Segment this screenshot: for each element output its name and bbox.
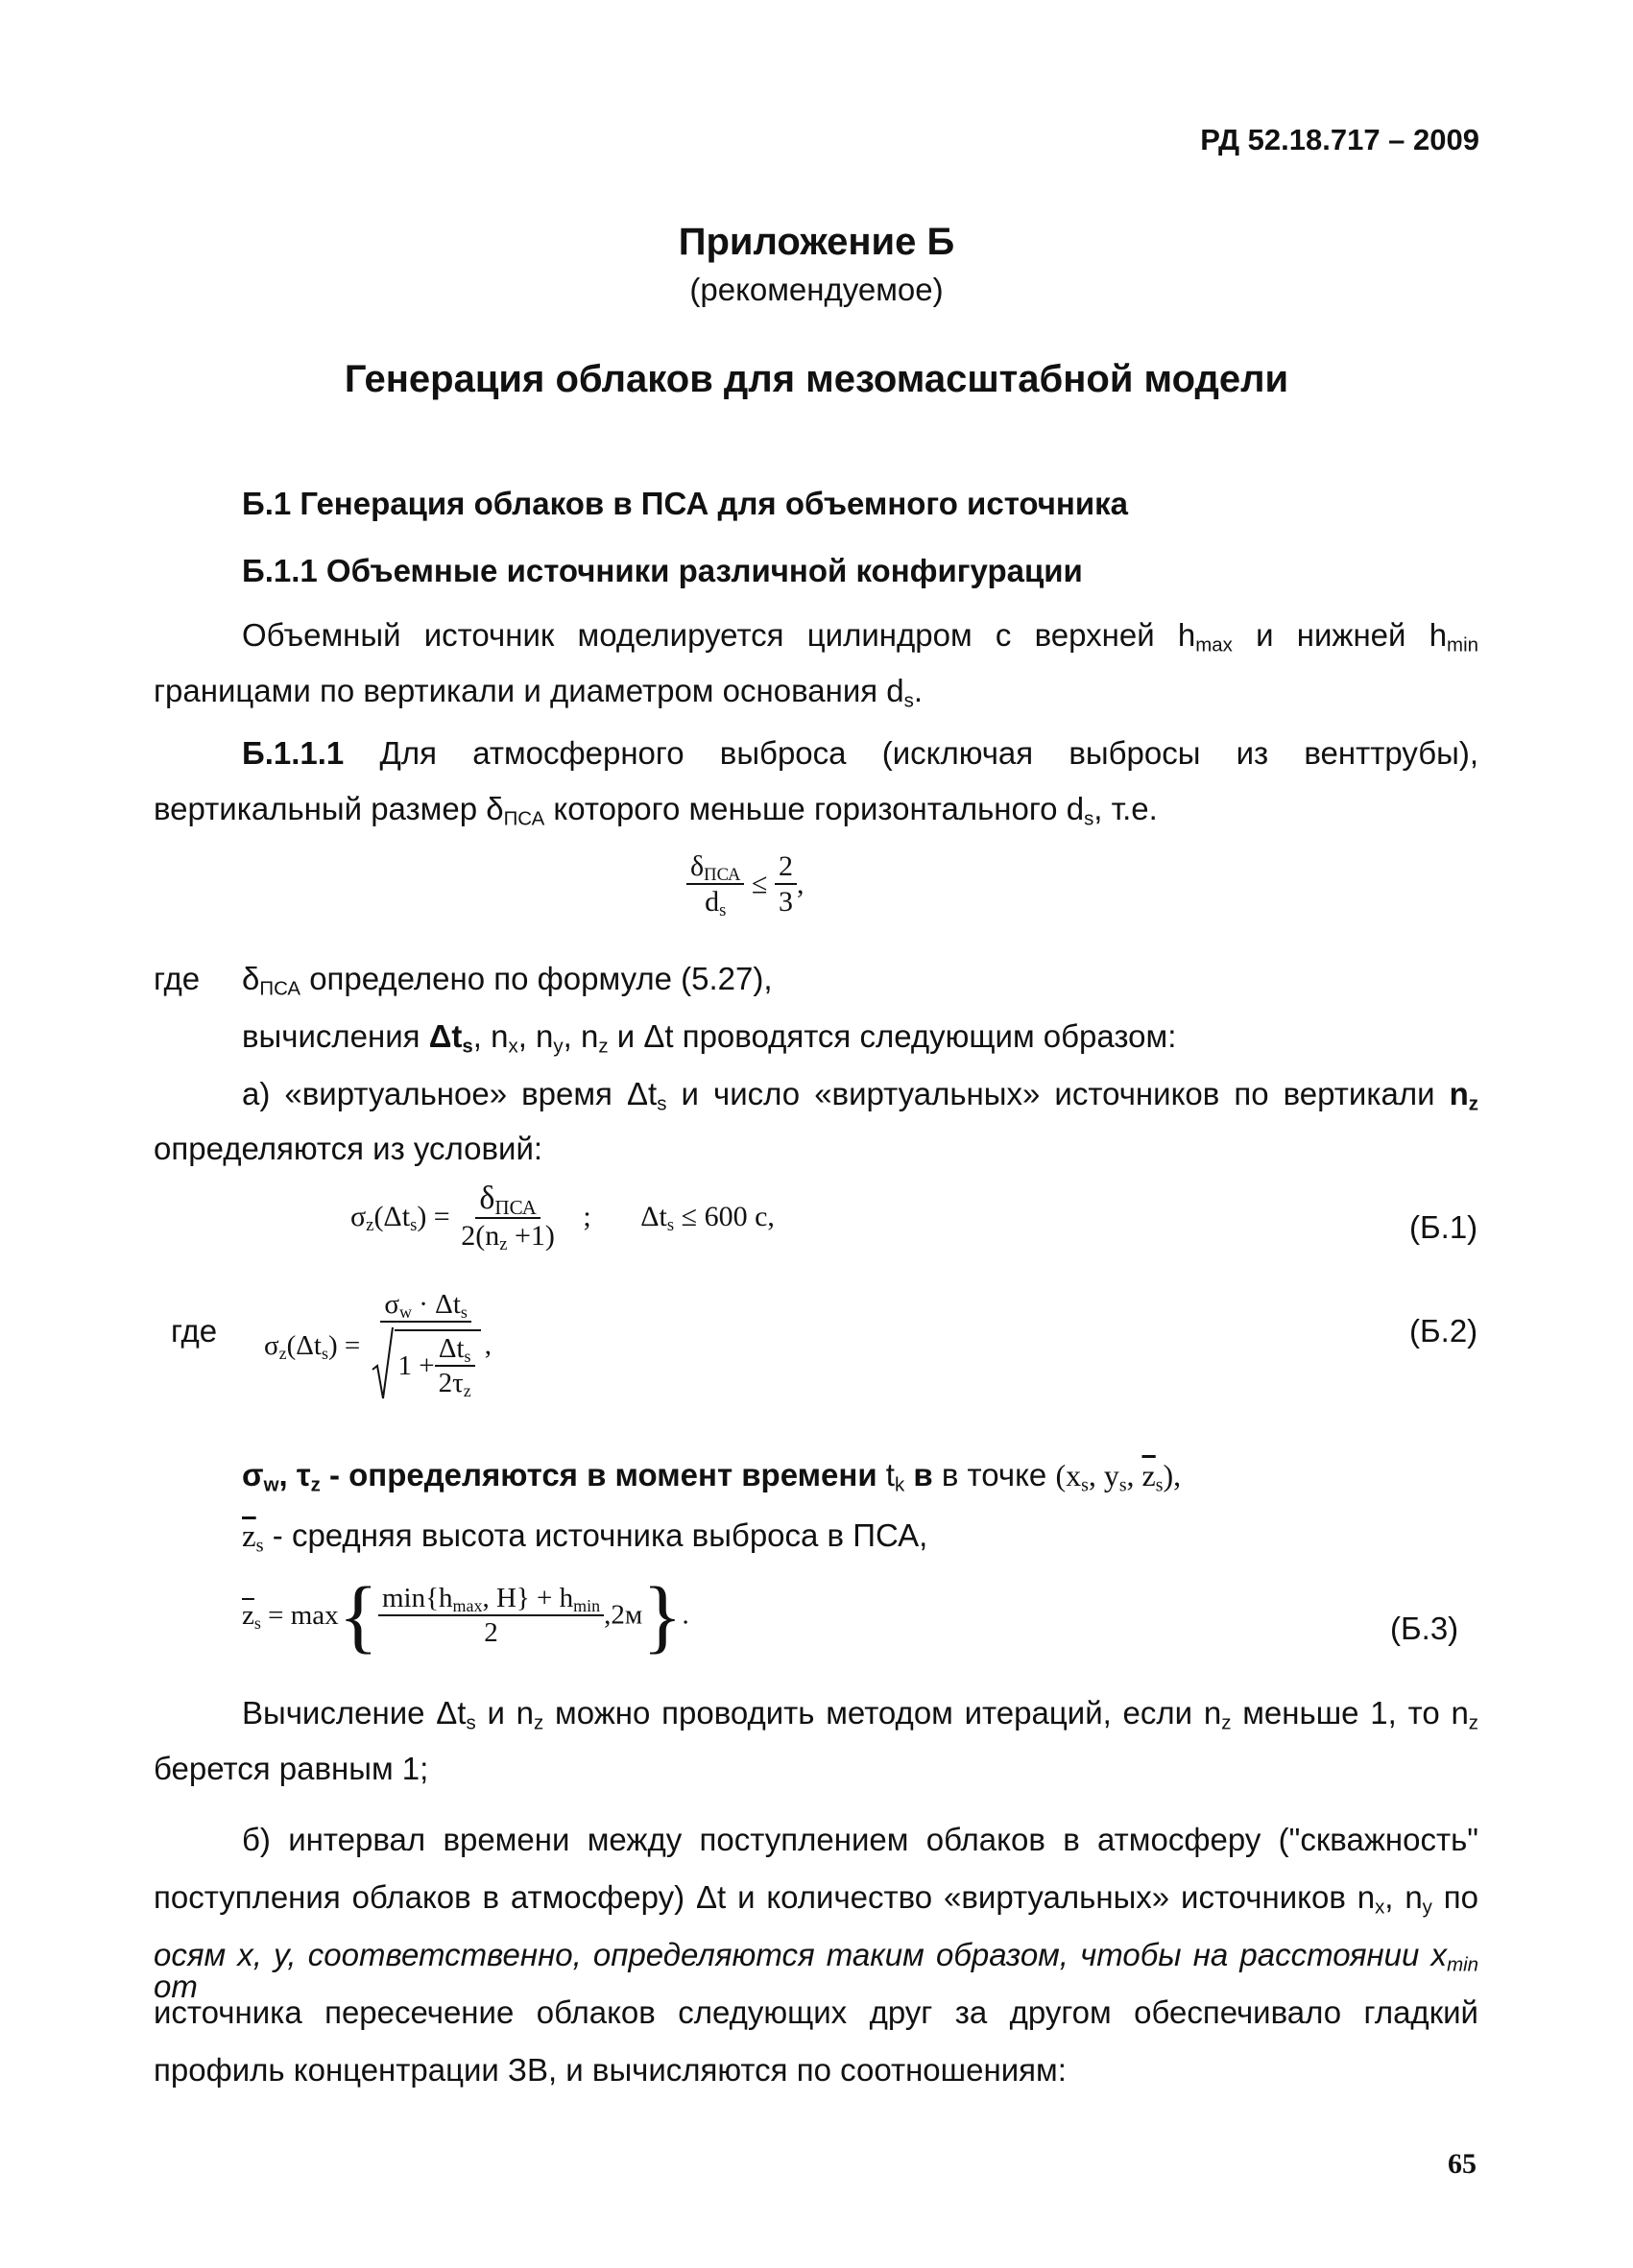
appendix-heading: Генерация облаков для мезомасштабной модели <box>344 358 1289 400</box>
paragraph-delta-definition: $\delta_{ПСА}$ определено по формуле (5.27), <box>242 961 773 1000</box>
section-heading-b11: Б.1.1 Объемные источники различной конфигурации <box>242 553 1083 588</box>
appendix-title: Приложение Б <box>678 221 955 263</box>
appendix-subtitle: (рекомендуемое) <box>689 272 944 307</box>
paragraph-iteration-line1: Вычисление $\Delta t_s$ и $n_z$ можно проводить методом итераций, если $n_z$ меньше 1, то $n_z$ <box>242 1695 1479 1734</box>
equation-number-b3: (Б.3) <box>1390 1611 1459 1646</box>
paragraph-virtual-time-line2: определяются из условий: <box>154 1131 543 1166</box>
where-label-2: где <box>171 1313 218 1349</box>
paragraph-interval-line1: б) интервал времени между поступлением облаков в атмосферу ("скважность" <box>242 1822 1478 1857</box>
where-label-1: где <box>154 961 201 996</box>
paragraph-interval-line5: профиль концентрации ЗВ, и вычисляются по соотношениям: <box>154 2052 1067 2088</box>
paragraph-volume-source-line1: Объемный источник моделируется цилиндром с верхней $h_{max}$ и нижней $h_{min}$ <box>242 617 1478 657</box>
paragraph-b111-line1: Б.1.1.1 Для атмосферного выброса (исключая выбросы из венттрубы), <box>242 735 1478 771</box>
equation-number-b2: (Б.2) <box>1409 1313 1478 1349</box>
inequality-formula: $\frac{\delta_{ПСА}}{d_s}$ ≤ $\frac{2}{3}$ , <box>686 852 804 917</box>
paragraph-interval-line2: поступления облаков в атмосферу) Δt и количество «виртуальных» источников $n_x$, $n_y$ по <box>154 1879 1478 1919</box>
paragraph-volume-source-line2: границами по вертикали и диаметром основания $d_s$. <box>154 673 924 712</box>
paragraph-interval-line3: осям х, у, соответственно, определяются таким образом, чтобы на расстоянии $x_{min}$ от <box>154 1937 1478 2004</box>
paragraph-computations: вычисления $\Delta t_s$, $n_x$, $n_y$, $n_z$ и Δt проводятся следующим образом: <box>242 1018 1177 1058</box>
equation-number-b1: (Б.1) <box>1409 1209 1478 1245</box>
equation-b3: $\overline{z}_s = \max${ $\frac{\min\{h_{max}, H\} + h_{min}}{2}$ ,2м}. <box>242 1569 689 1661</box>
paragraph-sigma-tau: $\sigma_w$, $\tau_z$ - определяются в момент времени $t_k$ в в точке ($x_s$, $y_s$, $\overline{z}_s$), <box>242 1457 1182 1496</box>
paragraph-virtual-time-line1: а) «виртуальное» время $\Delta t_s$ и число «виртуальных» источников по вертикали $n_z$ <box>242 1076 1478 1115</box>
paragraph-b111-line2: вертикальный размер $\delta_{ПСА}$ которого меньше горизонтального $d_s$, т.е. <box>154 791 1158 830</box>
equation-b1: $\sigma_z(\Delta t_s)$ = $\frac{\delta_{ПСА}}{2(n_z +1)}$ ; $\Delta t_s \le 600$ с, <box>350 1181 775 1255</box>
paragraph-interval-line4: источника пересечение облаков следующих друг за другом обеспечивало гладкий <box>154 1994 1478 2030</box>
paragraph-mean-height: $\overline{z}_s$ - средняя высота источника выброса в ПСА, <box>242 1517 928 1557</box>
equation-b2: $\sigma_z(\Delta t_s)$ = $\sigma_w \cdot \Delta t_s$ 1 + $\frac{\Delta t_s}{2\tau_z}$ , <box>264 1289 492 1400</box>
sqrt-symbol-icon <box>372 1325 395 1400</box>
section-heading-b1: Б.1 Генерация облаков в ПСА для объемного источника <box>242 486 1129 521</box>
paragraph-iteration-line2: берется равным 1; <box>154 1751 429 1786</box>
document-code: РД 52.18.717 – 2009 <box>1200 123 1479 156</box>
page-number: 65 <box>1448 2148 1477 2180</box>
